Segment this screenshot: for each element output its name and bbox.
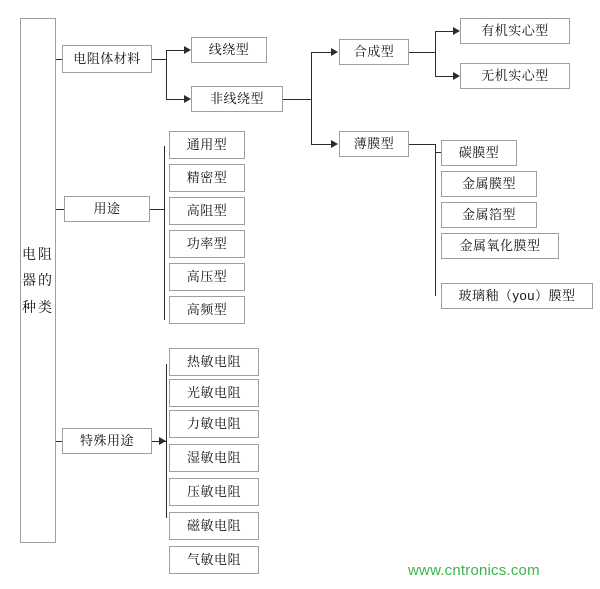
edge-nonwirewound-to-film [311,144,331,145]
node-usage-high-voltage: 高压型 [169,263,245,291]
node-usage: 用途 [64,196,150,222]
node-usage-general: 通用型 [169,131,245,159]
watermark: www.cntronics.com [408,562,540,579]
node-non-wirewound: 非线绕型 [191,86,283,112]
arrow-to-nonwirewound [184,95,191,103]
node-film-carbon: 碳膜型 [441,140,517,166]
node-film-metal-oxide: 金属氧化膜型 [441,233,559,259]
node-special-gas-sensitive: 气敏电阻 [169,546,259,574]
edge-composite-vertical [435,31,436,76]
node-special-force-sensitive: 力敏电阻 [169,410,259,438]
node-special-varistor: 压敏电阻 [169,478,259,506]
node-special-thermistor: 热敏电阻 [169,348,259,376]
node-composite: 合成型 [339,39,409,65]
node-film-glass-glaze: 玻璃釉（you）膜型 [441,283,593,309]
node-special-usage: 特殊用途 [62,428,152,454]
node-root: 电阻器的种类 [20,18,56,543]
edge-special-vertical [166,364,167,518]
edge-material-to-wirewound [166,50,184,51]
node-usage-high-frequency: 高频型 [169,296,245,324]
node-special-humidity-sensitive: 湿敏电阻 [169,444,259,472]
edge-root-to-usage [56,209,64,210]
node-organic-solid: 有机实心型 [460,18,570,44]
edge-composite-stub [409,52,435,53]
node-special-magneto-sensitive: 磁敏电阻 [169,512,259,540]
edge-usage-stub [150,209,164,210]
arrow-to-composite [331,48,338,56]
edge-composite-to-inorganic [435,76,453,77]
node-special-photoresistor: 光敏电阻 [169,379,259,407]
node-inorganic-solid: 无机实心型 [460,63,570,89]
edge-film-stub [409,144,435,145]
node-usage-precision: 精密型 [169,164,245,192]
arrow-to-organic-solid [453,27,460,35]
edge-composite-to-organic [435,31,453,32]
node-film-metal: 金属膜型 [441,171,537,197]
node-usage-high-resistance: 高阻型 [169,197,245,225]
node-usage-power: 功率型 [169,230,245,258]
edge-usage-vertical [164,146,165,320]
node-film: 薄膜型 [339,131,409,157]
edge-material-vertical [166,50,167,99]
node-film-metal-foil: 金属箔型 [441,202,537,228]
edge-nonwirewound-vertical [311,52,312,144]
arrow-to-inorganic-solid [453,72,460,80]
arrow-to-special-children [159,437,166,445]
edge-nonwirewound-stub [283,99,311,100]
arrow-to-film [331,140,338,148]
node-wirewound: 线绕型 [191,37,267,63]
node-material: 电阻体材料 [62,45,152,73]
edge-film-vertical [435,144,436,296]
edge-nonwirewound-to-composite [311,52,331,53]
edge-material-to-nonwirewound [166,99,184,100]
edge-material-stub [152,59,166,60]
arrow-to-wirewound [184,46,191,54]
